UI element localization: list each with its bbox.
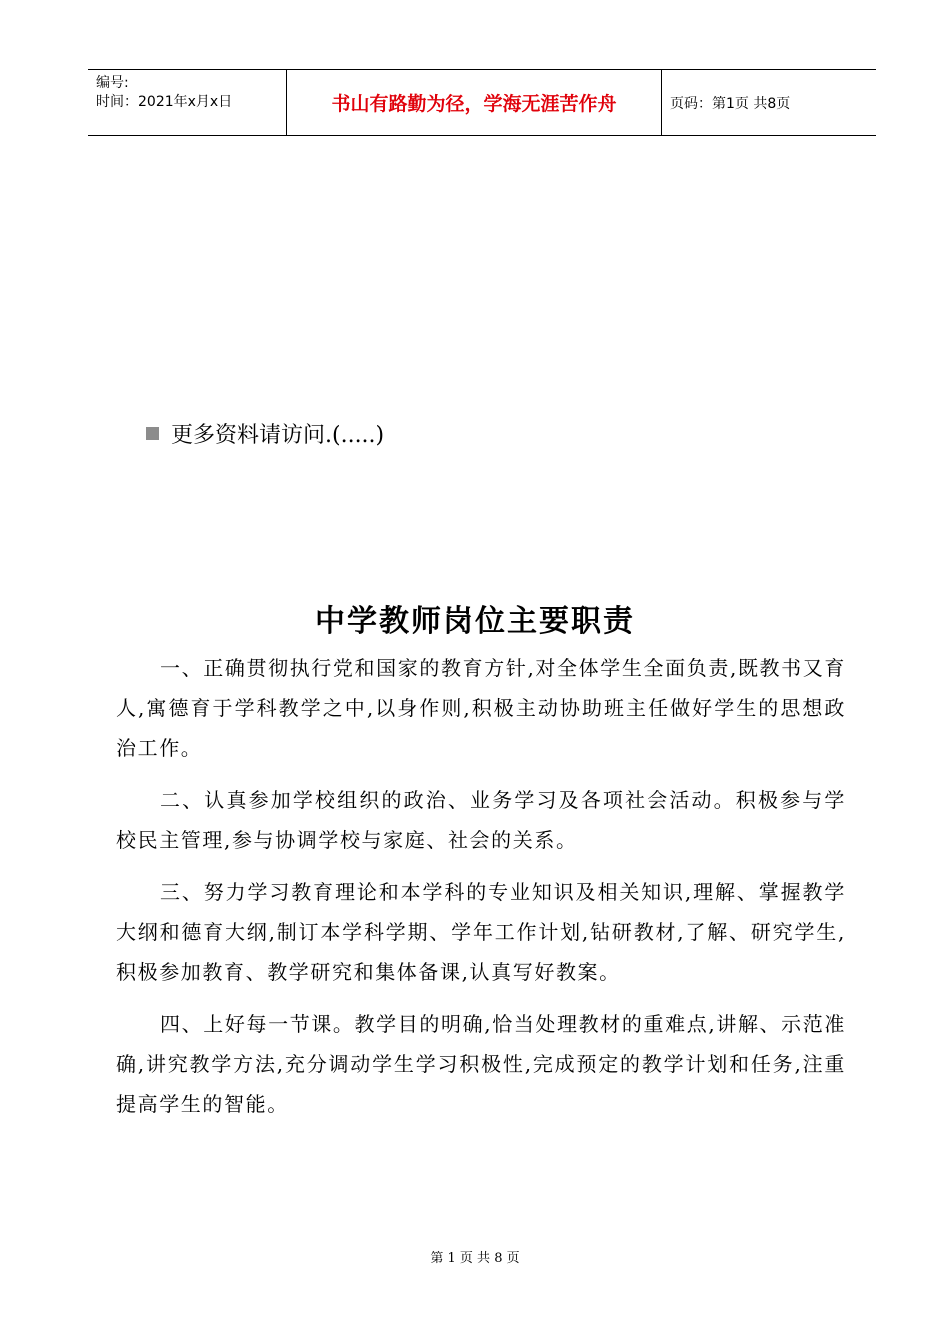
document-time-label: 时间：2021年x月x日 [96,94,233,110]
paragraph-3: 三、努力学习教育理论和本学科的专业知识及相关知识,理解、掌握教学大纲和德育大纲,制订本学科学期、学年工作计划,钻研教材,了解、研究学生,积极参加教育、教学研究和集体备课,认真写好教案。 [116,880,846,984]
header-page-number: 页码：第1页 共8页 [670,95,791,112]
paragraph-1: 一、正确贯彻执行党和国家的教育方针,对全体学生全面负责,既教书又育人,寓德育于学科教学之中,以身作则,积极主动协助班主任做好学生的思想政治工作。 [116,656,846,760]
header-meta [88,70,287,135]
paragraph-2: 二、认真参加学校组织的政治、业务学习及各项社会活动。积极参与学校民主管理,参与协调学校与家庭、社会的关系。 [116,788,846,852]
header-motto: 书山有路勤为径，学海无涯苦作舟 [287,70,662,135]
document-body [116,648,846,1136]
paragraph-4: 四、上好每一节课。教学目的明确,恰当处理教材的重难点,讲解、示范准确,讲究教学方法,充分调动学生学习积极性,完成预定的教学计划和任务,注重提高学生的智能。 [116,1012,846,1116]
page-footer: 第 1 页 共 8 页 [430,1251,520,1266]
header-table [88,69,876,136]
more-info-line [146,418,384,449]
document-number-label: 编号: [96,75,129,91]
more-info-text: 更多资料请访问.(.....) [171,423,385,448]
square-bullet-icon [146,427,159,440]
document-title: 中学教师岗位主要职责 [315,604,635,639]
